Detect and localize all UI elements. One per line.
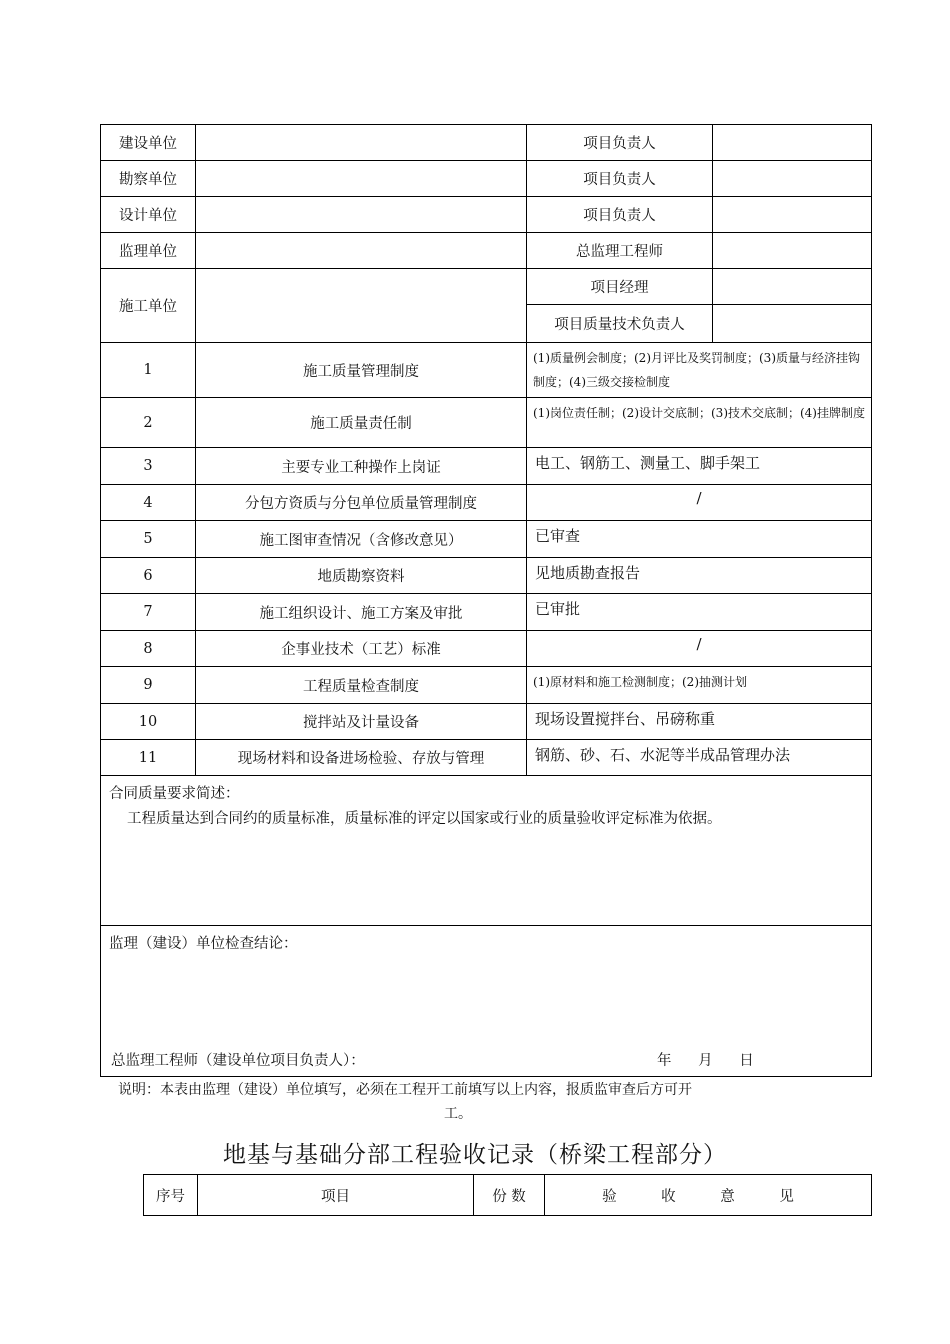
item-name: 工程质量检查制度 xyxy=(196,667,527,704)
item-content: 已审批 xyxy=(527,594,872,631)
item-number: 7 xyxy=(101,594,196,631)
supervision-row xyxy=(101,926,872,1077)
acceptance-record-table xyxy=(143,1174,872,1216)
item-name: 地质勘察资料 xyxy=(196,558,527,594)
role-label: 总监理工程师 xyxy=(527,233,713,269)
contract-text: 工程质量达到合同约的质量标准，质量标准的评定以国家或行业的质量验收评定标准为依据。 xyxy=(127,811,722,827)
role-label: 项目负责人 xyxy=(527,125,713,161)
item-number: 5 xyxy=(101,521,196,558)
col-header-seq: 序号 xyxy=(144,1175,198,1216)
item-name: 主要专业工种操作上岗证 xyxy=(196,448,527,485)
item-name: 企事业技术（工艺）标准 xyxy=(196,631,527,667)
item-row xyxy=(101,398,872,448)
col-header-item: 项目 xyxy=(198,1175,474,1216)
signature-line xyxy=(111,1049,861,1070)
row-label: 设计单位 xyxy=(101,197,196,233)
item-name: 施工质量管理制度 xyxy=(196,343,527,398)
item-number: 4 xyxy=(101,485,196,521)
header-row xyxy=(101,125,872,161)
item-content: 已审查 xyxy=(527,521,872,558)
role-value-field[interactable] xyxy=(713,161,872,197)
supervision-label: 监理（建设）单位检查结论： xyxy=(109,936,298,952)
row-label: 施工单位 xyxy=(101,269,196,343)
item-row xyxy=(101,667,872,704)
supervision-cell xyxy=(101,926,872,1077)
col-header-copies: 份 数 xyxy=(474,1175,545,1216)
unit-value-field[interactable] xyxy=(196,197,527,233)
item-name: 施工图审查情况（含修改意见） xyxy=(196,521,527,558)
contract-row xyxy=(101,776,872,926)
signature-label: 总监理工程师（建设单位项目负责人）： xyxy=(111,1053,365,1069)
item-row xyxy=(101,521,872,558)
item-number: 8 xyxy=(101,631,196,667)
item-number: 6 xyxy=(101,558,196,594)
header-row xyxy=(101,161,872,197)
row-label: 建设单位 xyxy=(101,125,196,161)
item-row xyxy=(101,594,872,631)
item-row xyxy=(101,740,872,776)
item-name: 搅拌站及计量设备 xyxy=(196,704,527,740)
table-header-row xyxy=(144,1175,872,1216)
item-row xyxy=(101,631,872,667)
unit-value-field[interactable] xyxy=(196,161,527,197)
construction-unit-row xyxy=(101,269,872,305)
header-row xyxy=(101,197,872,233)
contract-label: 合同质量要求简述： xyxy=(109,786,240,802)
item-content: / xyxy=(527,631,872,667)
item-row xyxy=(101,558,872,594)
contract-cell xyxy=(101,776,872,926)
item-content: 现场设置搅拌台、吊磅称重 xyxy=(527,704,872,740)
item-content: (1)原材料和施工检测制度；(2)抽测计划 xyxy=(527,667,872,704)
role-value-field[interactable] xyxy=(713,197,872,233)
item-content: 见地质勘查报告 xyxy=(527,558,872,594)
section-title: 地基与基础分部工程验收记录（桥梁工程部分） xyxy=(223,1142,727,1168)
item-number: 3 xyxy=(101,448,196,485)
item-content: 钢筋、砂、石、水泥等半成品管理办法 xyxy=(527,740,872,776)
role-value-field[interactable] xyxy=(713,125,872,161)
role-value-field[interactable] xyxy=(713,269,872,305)
item-number: 1 xyxy=(101,343,196,398)
item-content: (1)质量例会制度；(2)月评比及奖罚制度；(3)质量与经济挂钩制度；(4)三级交接检制度 xyxy=(527,343,872,398)
item-name: 现场材料和设备进场检验、存放与管理 xyxy=(196,740,527,776)
quality-inspection-table xyxy=(100,124,872,1077)
item-content: (1)岗位责任制；(2)设计交底制；(3)技术交底制；(4)挂牌制度 xyxy=(527,398,872,448)
form-note xyxy=(118,1078,818,1126)
unit-value-field[interactable] xyxy=(196,269,527,343)
item-row xyxy=(101,448,872,485)
unit-value-field[interactable] xyxy=(196,125,527,161)
unit-value-field[interactable] xyxy=(196,233,527,269)
signature-date: 年 月 日 xyxy=(657,1053,754,1069)
role-label: 项目负责人 xyxy=(527,161,713,197)
role-label: 项目负责人 xyxy=(527,197,713,233)
item-row xyxy=(101,343,872,398)
row-label: 监理单位 xyxy=(101,233,196,269)
note-line-2: 工。 xyxy=(444,1106,472,1122)
note-line-1: 说明：本表由监理（建设）单位填写，必须在工程开工前填写以上内容，报质监审查后方可开 xyxy=(118,1082,692,1098)
item-number: 2 xyxy=(101,398,196,448)
role-value-field[interactable] xyxy=(713,305,872,343)
item-content: 电工、钢筋工、测量工、脚手架工 xyxy=(527,448,872,485)
role-label: 项目经理 xyxy=(527,269,713,305)
item-row xyxy=(101,485,872,521)
item-row xyxy=(101,704,872,740)
item-name: 施工组织设计、施工方案及审批 xyxy=(196,594,527,631)
item-number: 10 xyxy=(101,704,196,740)
item-name: 分包方资质与分包单位质量管理制度 xyxy=(196,485,527,521)
item-number: 11 xyxy=(101,740,196,776)
item-name: 施工质量责任制 xyxy=(196,398,527,448)
item-number: 9 xyxy=(101,667,196,704)
role-value-field[interactable] xyxy=(713,233,872,269)
header-row xyxy=(101,233,872,269)
item-content: / xyxy=(527,485,872,521)
role-label: 项目质量技术负责人 xyxy=(527,305,713,343)
row-label: 勘察单位 xyxy=(101,161,196,197)
col-header-opinion: 验 收 意 见 xyxy=(545,1175,872,1216)
